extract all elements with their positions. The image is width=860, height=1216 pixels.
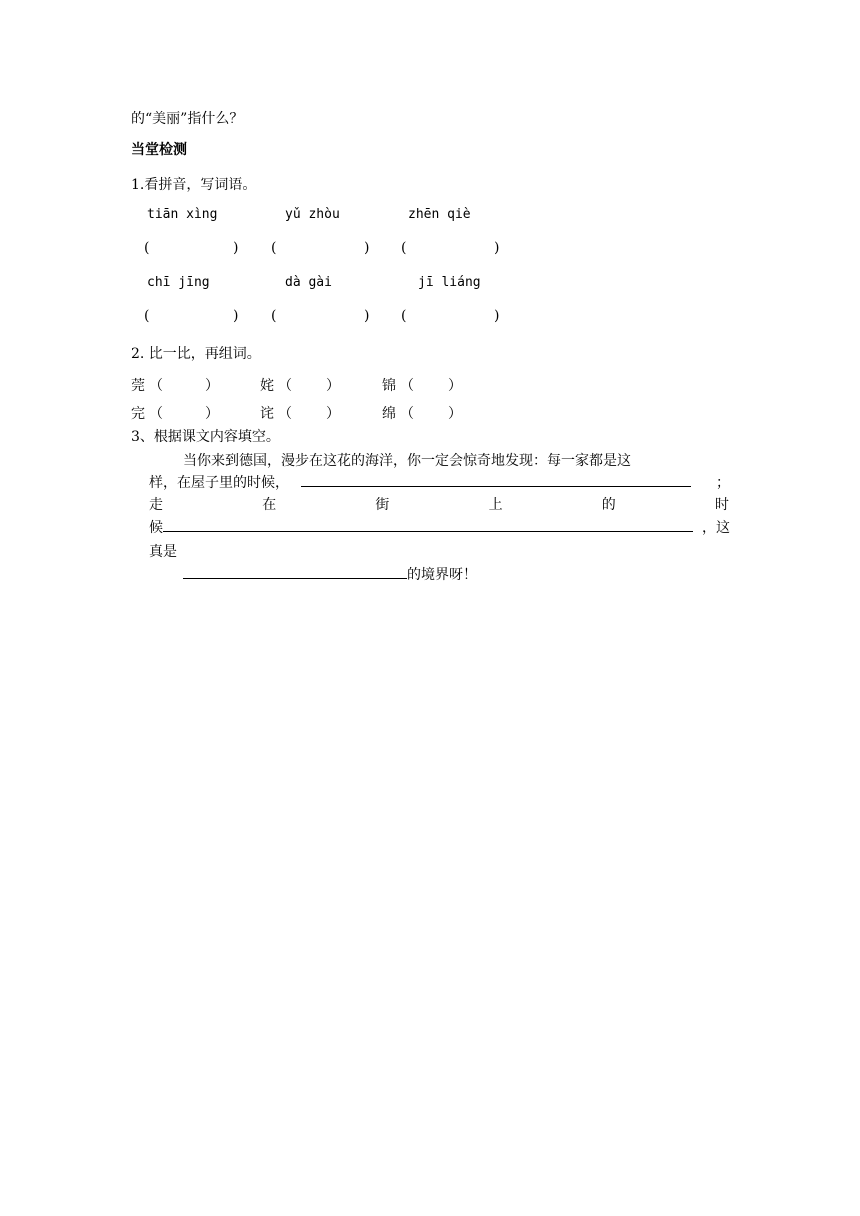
q2-char: 诧 [260, 406, 274, 422]
q3-word: 的 [601, 497, 616, 513]
q1-pinyin-4: chī jīng [147, 275, 210, 290]
q3-line-6-suffix: 的境界呀！ [407, 567, 477, 583]
q2-char: 绵 [382, 406, 396, 422]
q2-char: 完 [131, 406, 145, 422]
q2-paren-close: ） [326, 378, 340, 394]
q2-paren-open: （ [278, 378, 292, 394]
q2-paren-open: （ [400, 406, 414, 422]
q1-paren-open: ( [271, 240, 277, 256]
q2-char: 姹 [260, 378, 274, 394]
q1-paren-close: ) [364, 308, 370, 324]
q3-line-4-prefix: 候 [149, 520, 163, 536]
q1-paren-close: ) [494, 240, 500, 256]
q3-blank-1[interactable] [301, 472, 691, 487]
q1-paren-close: ) [364, 240, 370, 256]
q3-blank-3[interactable] [183, 564, 407, 579]
q3-title: 3、根据课文内容填空。 [131, 429, 280, 445]
q3-line-4 [149, 517, 730, 537]
q1-paren-close: ) [233, 308, 239, 324]
q3-line-2-suffix: ； [716, 475, 730, 491]
q1-pinyin-5: dà gài [285, 275, 332, 290]
q1-paren-open: ( [271, 308, 277, 324]
q2-paren-close: ） [448, 406, 462, 422]
intro-tail-text: 的“美丽”指什么？ [131, 111, 244, 127]
q2-paren-close: ） [205, 406, 219, 422]
q3-line-6 [183, 564, 477, 584]
q3-line-2 [149, 472, 730, 492]
q2-paren-close: ） [205, 378, 219, 394]
q1-pinyin-1: tiān xìng [147, 207, 218, 222]
q3-word: 街 [375, 497, 390, 513]
q3-line-2-prefix: 样，在屋子里的时候， [149, 475, 289, 491]
q1-pinyin-3: zhēn qiè [408, 207, 471, 222]
q1-paren-close: ) [233, 240, 239, 256]
q2-paren-open: （ [400, 378, 414, 394]
q1-paren-open: ( [144, 240, 150, 256]
q3-word: 在 [262, 497, 277, 513]
q3-line-1: 当你来到德国，漫步在这花的海洋，你一定会惊奇地发现：每一家都是这 [183, 453, 631, 469]
q2-paren-open: （ [149, 378, 163, 394]
q2-char: 莞 [131, 378, 145, 394]
q1-paren-open: ( [144, 308, 150, 324]
q2-paren-open: （ [278, 406, 292, 422]
q2-title: 2. 比一比，再组词。 [131, 346, 261, 362]
q3-line-4-suffix: ，这 [702, 520, 730, 536]
q3-line-5: 真是 [149, 544, 177, 560]
q2-paren-close: ） [448, 378, 462, 394]
q3-word: 上 [488, 497, 503, 513]
q1-paren-open: ( [401, 308, 407, 324]
q3-word: 时 [714, 497, 729, 513]
q1-title: 1.看拼音，写词语。 [131, 177, 257, 193]
q2-char: 锦 [382, 378, 396, 394]
q1-pinyin-6: jī liáng [418, 275, 481, 290]
section-title: 当堂检测 [131, 142, 187, 158]
q1-pinyin-2: yǔ zhòu [285, 207, 340, 222]
q3-line-3 [149, 494, 729, 514]
q2-paren-close: ） [326, 406, 340, 422]
q3-word: 走 [149, 497, 163, 513]
q1-paren-close: ) [494, 308, 500, 324]
q2-paren-open: （ [149, 406, 163, 422]
q3-blank-2[interactable] [163, 517, 693, 532]
q1-paren-open: ( [401, 240, 407, 256]
